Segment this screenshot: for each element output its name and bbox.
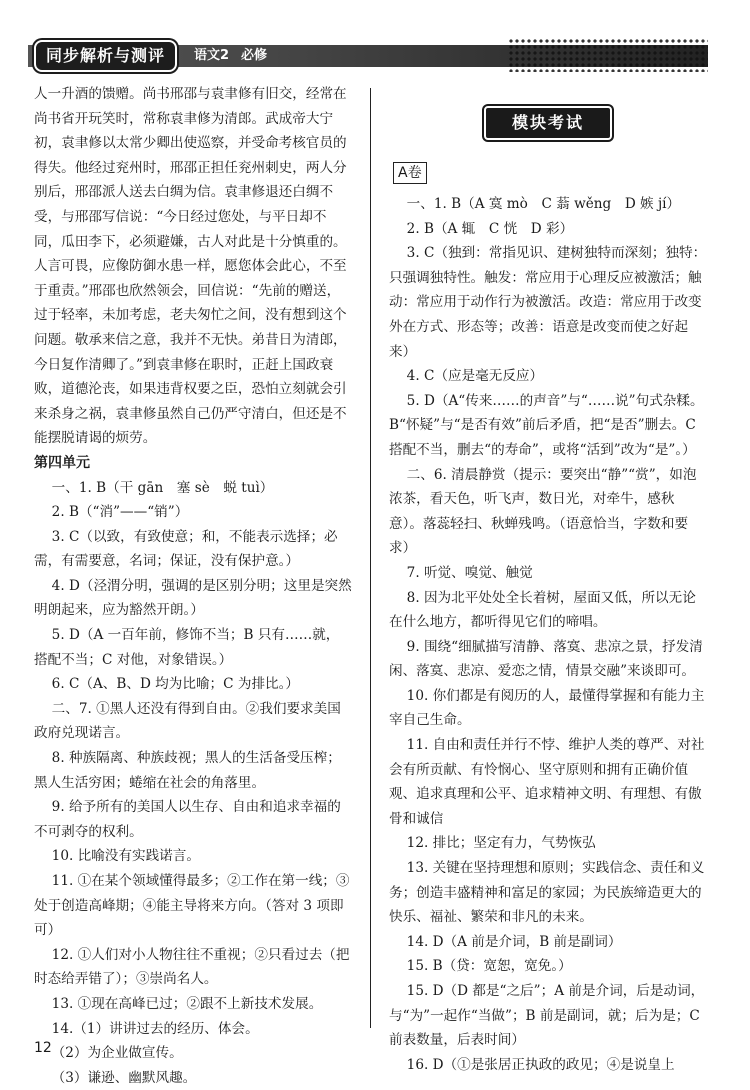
answer-paragraph: 15. D（D 都是“之后”；A 前是介词，后是动词，与“为”一起作“当做”；B 前是副词，就；后为是；C 前表数量，后表时间） — [389, 983, 705, 1049]
answer-paragraph: 4. C（应是毫无反应） — [406, 368, 544, 385]
unit-heading: 第四单元 — [34, 454, 90, 471]
right-column-answers — [389, 192, 707, 1077]
answer-paragraph: 5. D（A“传来……的声音”与“……说”句式杂糅。B“怀疑”与“是否有效”前后矛盾，把“是否”删去。C 搭配不当，删去“的寿命”，或将“活到”改为“是”。） — [389, 392, 704, 458]
page-header — [28, 38, 708, 72]
answer-paragraph: 13. 关键在坚持理想和原则；实践信念、责任和义务；创造丰盛精神和富足的家园；为民族缔造更大的快乐、福祉、繁荣和非凡的未来。 — [389, 860, 705, 926]
module-title: 模块考试 — [484, 106, 612, 140]
answer-paragraph: 9. 围绕“细腻描写清静、落寞、悲凉之景，抒发清闲、落寞、悲凉、爱恋之情，情景交融”来谈即可。 — [389, 638, 703, 680]
answer-paragraph: 2. B（A 辄 C 恍 D 彩） — [406, 220, 574, 237]
answer-paragraph: 14. D（A 前是介词，B 前是副词） — [406, 933, 622, 950]
answer-paragraph: （2）为企业做宣传。 — [51, 1045, 183, 1062]
answer-paragraph: 3. C（独到：常指见识、建树独特而深刻；独特：只强调独特性。触发：常应用于心理反应被激活；触动：常应用于动作行为被激活。改造：常应用于改变外在方式、形态等；改善：语意是改变而使之好起来） — [389, 245, 707, 360]
answer-paragraph: 7. 听觉、嗅觉、触觉 — [406, 564, 533, 581]
answer-paragraph: 12. ①人们对小人物往往不重视；②只看过去（把时态给弄错了）；③崇尚名人。 — [34, 946, 350, 988]
answer-paragraph: 3. C（以致，有致使意；和，不能表示选择；必需，有需要意，名词；保证，没有保护意。） — [34, 528, 338, 570]
left-column — [34, 82, 352, 1090]
answer-paragraph: 人一升酒的馈赠。尚书邢邵与袁聿修有旧交，经常在尚书省开玩笑时，常称袁聿修为清郎。武成帝大宁初，袁聿修以太常少卿出使巡察，并受命考核官员的得失。他经过兖州时，邢邵正担任兖州刺史，两人分别后，邢邵派人送去白绸为信。袁聿修退还白绸不受，与邢邵写信说：“今日经过您处，与平日却不同，瓜田李下，必须避嫌，古人对此是十分慎重的。人言可畏，应像防御水患一样，愿您体会此心，不至于重责。”邢邵也欣然领会，回信说：“先前的赠送，过于轻率，未加考虑，老夫匆忙之间，没有想到这个问题。敬承来信之意，我并不无快。弟昔日为清郎，今日复作清卿了。”到袁聿修在职时，正赶上国政衰败，道德沦丧，如果违背权要之臣，恐怕立刻就会引来杀身之祸，袁聿修虽然自己仍严守清白，但还是不能摆脱请谒的烦劳。 — [34, 86, 347, 447]
right-column — [389, 82, 707, 1077]
header-dot-pattern — [508, 38, 708, 72]
answer-paragraph: 10. 比喻没有实践诺言。 — [51, 848, 200, 865]
answer-paragraph: 11. 自由和责任并行不悖、维护人类的尊严、对社会有所贡献、有怜悯心、坚守原则和拥有正确价值观、追求真理和公平、追求精神文明、有理想、有傲骨和诚信 — [389, 737, 705, 827]
answer-paragraph: 二、7. ①黑人还没有得到自由。②我们要求美国政府兑现诺言。 — [34, 700, 341, 742]
answer-paragraph: 8. 种族隔离、种族歧视；黑人的生活备受压榨；黑人生活穷困；蜷缩在社会的角落里。 — [34, 750, 341, 791]
answer-paragraph: 一、1. B（A 寞 mò C 蓊 wěng D 嫉 jí） — [406, 196, 681, 212]
section-label: A卷 — [393, 162, 427, 184]
answer-paragraph: 6. C（A、B、D 均为比喻；C 为排比。） — [51, 676, 300, 693]
subject-label: 语文2 — [194, 48, 230, 63]
answer-paragraph: 11. ①在某个领域懂得最多；②工作在第一线；③处于创造高峰期；④能主导将来方向。（答对 3 项即可） — [34, 873, 350, 939]
answer-paragraph: 16. D（①是张居正执政的政见；④是说皇上 — [406, 1056, 675, 1073]
answer-paragraph: （3）谦逊、幽默风趣。 — [51, 1069, 197, 1086]
answer-paragraph: 二、6. 清晨静赏（提示：要突出“静”“赏”，如泡浓茶，看天色，听飞声，数日光，对牵牛，感秋意）。落蕊轻扫、秋蝉残鸣。（语意恰当，字数和要求） — [389, 466, 697, 557]
answer-paragraph: 2. B（“消”——“销”） — [51, 504, 189, 521]
answer-paragraph: 13. ①现在高峰已过；②跟不上新技术发展。 — [51, 995, 323, 1012]
page-number: 12 — [34, 1040, 52, 1056]
book-title: 同步解析与测评 — [34, 40, 177, 72]
column-divider — [370, 88, 371, 1028]
answer-paragraph: 一、1. B（干 gān 塞 sè 蜕 tuì） — [51, 479, 274, 496]
header-subtitle — [194, 46, 279, 66]
answer-paragraph: 12. 排比；坚定有力，气势恢弘 — [406, 835, 596, 852]
answer-paragraph: 15. B（贷：宽恕，宽免。） — [406, 958, 572, 975]
answer-paragraph: 10. 你们都是有阅历的人，最懂得掌握和有能力主宰自己生命。 — [389, 687, 705, 729]
answer-paragraph: 5. D（A 一百年前，修饰不当；B 只有……就，搭配不当；C 对他，对象错误。） — [34, 627, 340, 668]
answer-paragraph: 9. 给予所有的美国人以生存、自由和追求幸福的不可剥夺的权利。 — [34, 799, 341, 840]
answer-paragraph: 8. 因为北平处处全长着树，屋面又低，所以无论在什么地方，都听得见它们的啼唱。 — [389, 589, 696, 631]
volume-label: 必修 — [241, 48, 268, 63]
answer-paragraph: 14.（1）讲讲过去的经历、体会。 — [51, 1020, 259, 1037]
answer-paragraph: 4. D（泾渭分明，强调的是区别分明；这里是突然明朗起来，应为豁然开朗。） — [34, 577, 352, 619]
